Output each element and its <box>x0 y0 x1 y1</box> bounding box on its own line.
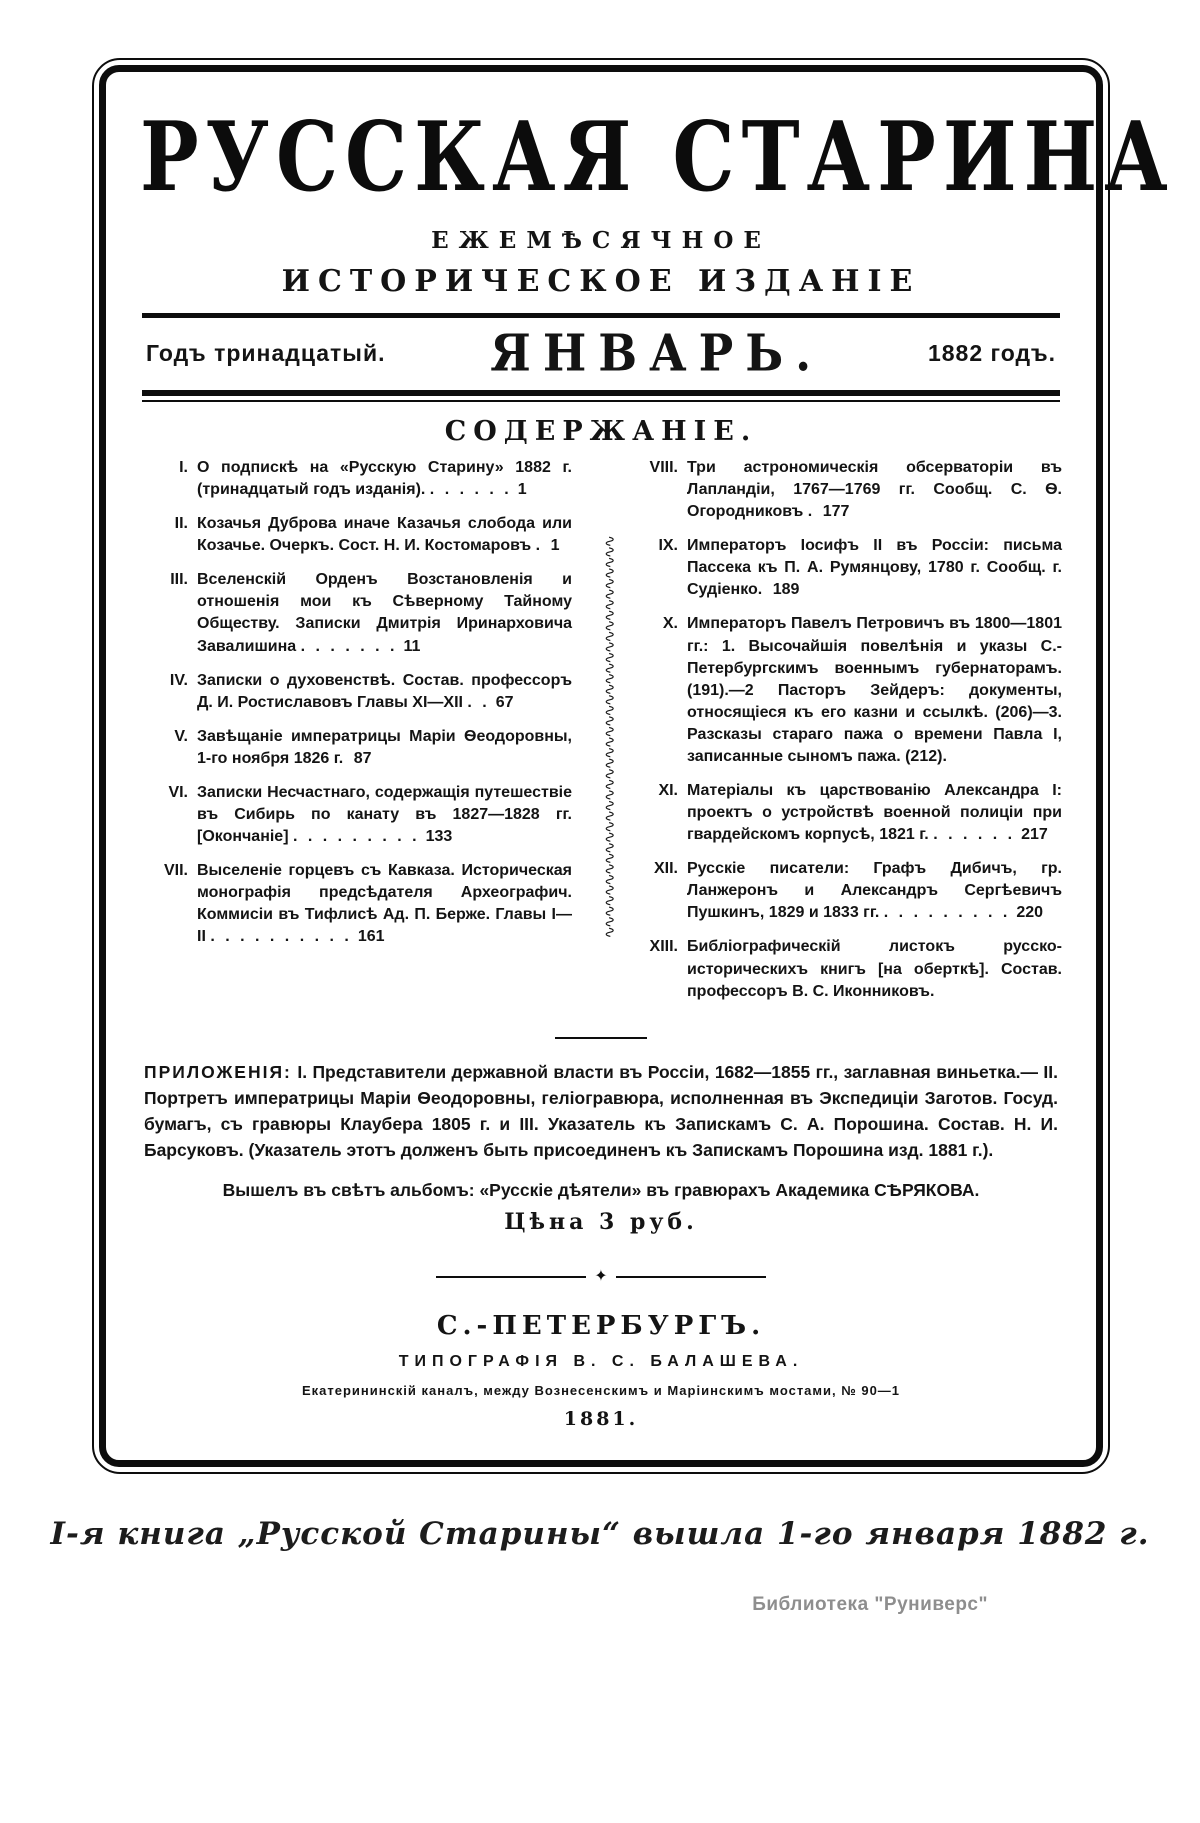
rule-above-issue-line <box>142 313 1060 318</box>
toc-entry-number: IX. <box>658 537 678 555</box>
toc-entry <box>630 780 1062 846</box>
toc-entry-title: Библіографическій листокъ русско-историческихъ книгъ [на оберткѣ]. Состав. профессоръ В. С. Иконниковъ. <box>687 938 1062 1000</box>
toc-entry-body <box>197 726 572 770</box>
column-divider-ornament: ∿∿∿∿∿∿∿∿∿∿∿∿∿∿∿∿∿∿∿∿∿∿∿∿∿∿∿∿∿∿∿∿∿∿∿∿∿∿ <box>601 535 618 937</box>
imprint-city: С.-ПЕТЕРБУРГЪ. <box>436 1310 766 1341</box>
toc-entry-title: Русскіе писатели: Графъ Дибичъ, гр. Ланжеронъ и Александръ Сергѣевичъ Пушкинъ, 1829 и 1833 гг. <box>687 860 1062 922</box>
toc-entry-title: Вселенскій Орденъ Возстановленія и отношенія мои къ Сѣверному Тайному Обществу. Записки Дмитрія Иринарховича Завалишина <box>197 571 572 655</box>
toc-entry-number: II. <box>174 515 188 533</box>
toc-entry <box>630 936 1062 1002</box>
toc-entry-leader: . . . . . . <box>933 826 1016 844</box>
toc-entry-body <box>197 670 572 714</box>
album-announcement: Вышелъ въ свѣтъ альбомъ: «Русскіе дѣятели» въ гравюрахъ Академика СѢРЯКОВА. <box>222 1179 980 1200</box>
toc-entry <box>140 569 572 657</box>
toc-entry-leader: . . . . . . <box>429 481 512 499</box>
library-watermark: Библиотека "Руниверс" <box>752 1594 988 1615</box>
toc-entry-title: Записки Несчастнаго, содержащія путешествіе въ Сибирь по канату въ 1827—1828 гг. [Окончаніе] <box>197 783 572 846</box>
toc-entry-page: 1 <box>517 481 527 499</box>
toc-entry-number: I. <box>179 459 188 476</box>
rule-below-issue-line <box>142 390 1060 402</box>
toc-entry <box>140 782 572 848</box>
toc-entry-title: Завѣщаніе императрицы Маріи Ѳеодоровны, 1-го ноября 1826 г. <box>197 727 572 767</box>
toc-entry-number: VI. <box>168 783 188 801</box>
toc-entry-leader: . . . . . . . . . <box>292 828 420 846</box>
toc-entry-page: 133 <box>425 828 453 846</box>
toc-entry-number: XII. <box>653 860 678 878</box>
toc-entry-number: X. <box>662 615 678 633</box>
imprint-block <box>140 1311 1062 1430</box>
price-line: Цѣна 3 руб. <box>504 1208 698 1235</box>
toc-entry-page: 1 <box>550 537 560 555</box>
toc-entry <box>630 858 1062 924</box>
toc-entry-body <box>687 936 1062 1002</box>
toc-entry-page: 189 <box>772 581 800 599</box>
masthead-title: РУССКАЯ СТАРИНА <box>140 102 1175 214</box>
toc-entry-body <box>687 457 1062 523</box>
contents-heading: СОДЕРЖАНІЕ. <box>444 416 758 447</box>
toc-entry-page <box>934 983 940 1000</box>
toc-entry-body <box>197 513 572 557</box>
issue-line <box>146 323 1056 383</box>
toc-entry-page <box>947 748 953 765</box>
toc-entry-number: III. <box>170 571 188 589</box>
imprint-address: Екатерининскій каналъ, между Вознесенскимъ и Маріинскимъ мостами, № 90—1 <box>301 1382 901 1398</box>
masthead <box>140 102 1175 214</box>
toc-entry-page: 161 <box>357 928 385 946</box>
appendix-paragraph <box>144 1059 1058 1164</box>
subtitle-frequency: ЕЖЕМѢСЯЧНОЕ <box>431 227 771 254</box>
imprint-printer: ТИПОГРАФІЯ В. С. БАЛАШЕВА. <box>398 1352 804 1370</box>
journal-cover-page <box>0 58 1200 1823</box>
toc-entry-page: 11 <box>403 637 421 655</box>
toc-entry-body <box>687 613 1062 768</box>
page-border-inner <box>99 65 1175 1467</box>
toc-entry <box>140 670 572 714</box>
toc-entry-title: Императоръ Іосифъ II въ Россіи: письма Пассека къ П. А. Румянцову, 1780 г. Сообщ. г. Судіенко. <box>687 537 1062 599</box>
toc-entry-body <box>687 780 1062 846</box>
toc-entry <box>630 535 1062 601</box>
toc-entry-page: 87 <box>353 749 372 767</box>
toc-entry-title: Матеріалы къ царствованію Александра I: проектъ о устройствѣ военной полиціи при гвардейскомъ корпусѣ, 1821 г. <box>687 782 1062 844</box>
toc-entry-title: Записки о духовенствѣ. Состав. профессоръ Д. И. Ростиславовъ Главы XI—XII <box>197 671 572 711</box>
year-label: 1882 годъ. <box>927 339 1056 366</box>
toc-entry-title: Императоръ Павелъ Петровичъ въ 1800—1801 гг.: 1. Высочайшія повелѣнія и указы С.-Петербургскимъ военнымъ губернаторамъ. (191).—2 Пасторъ Зейдеръ: документы, относящіеся къ его казни и ссылкѣ. (206)—3. Разсказы стараго пажа о времени Павла I, записанные сыномъ пажа. (212). <box>687 615 1062 765</box>
toc-entry-number: VII. <box>163 862 188 880</box>
toc-entry <box>140 457 572 501</box>
toc-entry-body <box>197 782 572 848</box>
toc-entry-page: 217 <box>1021 826 1048 844</box>
toc-left-column <box>140 457 572 1015</box>
toc-entry-body <box>197 860 572 948</box>
handwritten-note: I-я книга „Русской Старины“ вышла 1-го января 1882 г. <box>50 1515 1150 1552</box>
toc-entry-body <box>687 535 1062 601</box>
toc-entry-number: XI. <box>658 782 678 800</box>
toc-entry <box>630 613 1062 768</box>
toc-entry-number: V. <box>174 727 188 745</box>
toc-entry <box>140 513 572 557</box>
toc-entry-title: Три астрономическія обсерваторіи въ Лапландіи, 1767—1769 гг. Сообщ. С. Ѳ. Огородниковъ . <box>687 459 1062 521</box>
toc-entry-page: 220 <box>1016 904 1044 922</box>
toc-right-column <box>630 457 1062 1015</box>
toc-entry-body <box>197 457 572 501</box>
appendix-text: I. Представители державной власти въ Россіи, 1682—1855 гг., заглавная виньетка.— II. Портретъ императрицы Маріи Ѳеодоровны, геліогравюра, исполненная въ Экспедиціи Заготов. Госуд. бумагъ, съ гравюры Клаубера 1805 г. и III. Указатель къ Запискамъ С. А. Порошина. Состав. Н. И. Барсуковъ. (Указатель этотъ долженъ быть присоединенъ къ Запискамъ Порошина изд. 1881 г.). <box>144 1061 1058 1161</box>
imprint-year: 1881. <box>563 1407 639 1430</box>
toc-entry-number: IV. <box>169 671 188 689</box>
short-divider-rule <box>555 1037 647 1039</box>
toc-entry-page: 67 <box>495 693 514 711</box>
toc-entry-page: 177 <box>822 503 850 521</box>
toc-entry <box>630 457 1062 523</box>
toc-entry-title: Выселеніе горцевъ съ Кавказа. Историческая монографія предсѣдателя Археографич. Коммисіи въ Тифлисѣ Ад. П. Берже. Главы I—II <box>197 862 572 946</box>
toc-entry-body <box>687 858 1062 924</box>
ornament-divider <box>436 1269 766 1285</box>
toc-entry-leader: . . . . . . . <box>300 637 398 655</box>
toc-entry-number: VIII. <box>649 459 678 476</box>
center-ornament-icon: ✦ <box>594 1267 608 1285</box>
toc-entry <box>140 860 572 948</box>
edition-label: Годъ тринадцатый. <box>146 339 386 366</box>
toc-entry-title: О подпискѣ на «Русскую Старину» 1882 г. (тринадцатый годъ изданія). <box>197 459 572 499</box>
toc-entry-body <box>197 569 572 657</box>
toc-entry <box>140 726 572 770</box>
table-of-contents <box>140 457 1062 1015</box>
page-border-outer <box>92 58 1175 1474</box>
appendix-label: ПРИЛОЖЕНІЯ: <box>144 1061 292 1082</box>
toc-entry-leader: . . . . . . . . . <box>883 904 1011 922</box>
toc-entry-title: Козачья Дуброва иначе Казачья слобода или Козачье. Очеркъ. Сост. Н. И. Костомаровъ . <box>197 515 572 555</box>
month-label: ЯНВАРЬ. <box>490 323 824 383</box>
toc-entry-leader: . . . . . . . . . . <box>210 928 352 946</box>
toc-entry-number: XIII. <box>649 938 678 956</box>
subtitle-type: ИСТОРИЧЕСКОЕ ИЗДАНІЕ <box>281 264 921 299</box>
toc-entry-leader: . . <box>467 693 490 711</box>
